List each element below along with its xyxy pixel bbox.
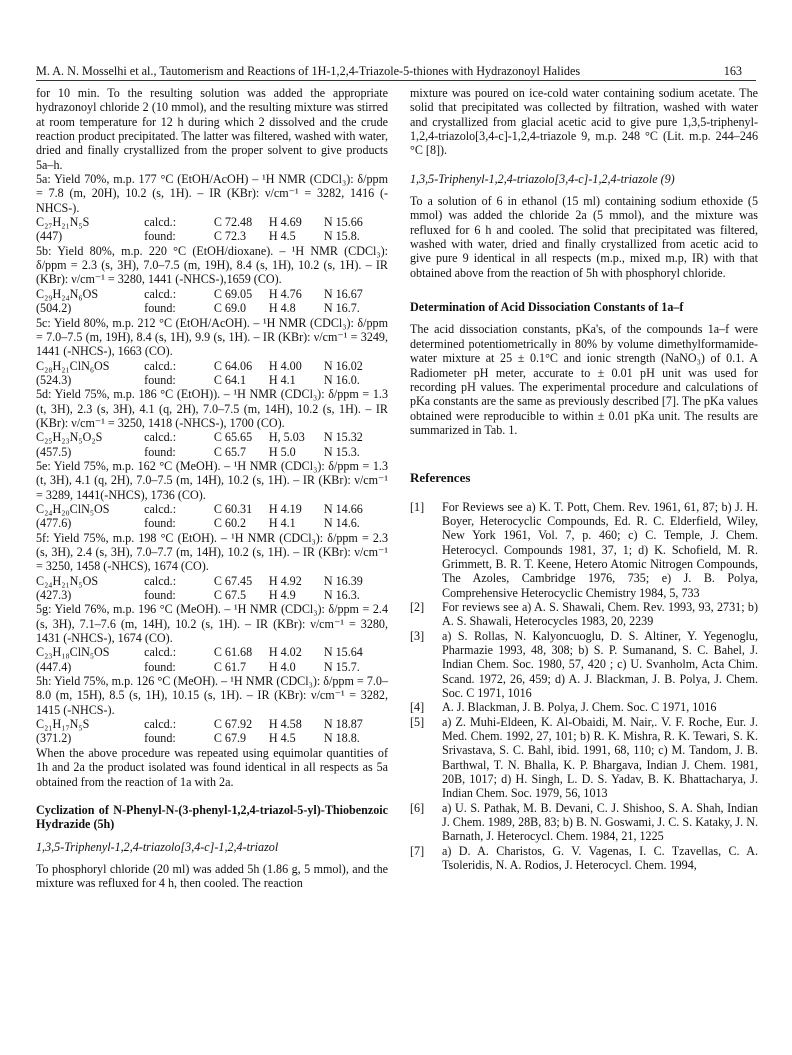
analysis-cell: (457.5): [36, 444, 72, 459]
analysis-cell: N 16.7.: [323, 301, 360, 316]
reference-number: [6]: [410, 800, 425, 815]
reference-list: [410, 500, 758, 873]
compound-entry: [36, 531, 388, 603]
elemental-analysis-found: [36, 660, 388, 674]
equimolar-paragraph: When the above procedure was repeated using equimolar quantities of 1h and 2a the product isolated was found identical in all respects as 5a obtained from the reaction of 1a with 2a.: [36, 745, 388, 789]
analysis-cell: N 15.64: [323, 645, 363, 660]
analysis-cell: C 61.68: [213, 645, 253, 660]
elemental-analysis-calcd: [36, 645, 388, 659]
cyclization-subheading: 1,3,5-Triphenyl-1,2,4-triazolo[3,4-c]-1,2,4-triazol: [36, 839, 279, 854]
reference-item: [410, 500, 758, 600]
analysis-cell: calcd.:: [144, 215, 177, 230]
analysis-cell: C 64.1: [213, 372, 247, 387]
elemental-analysis-calcd: [36, 287, 388, 301]
analysis-cell: (447): [36, 229, 63, 244]
analysis-cell: calcd.:: [144, 286, 177, 301]
reference-item: [410, 801, 758, 844]
compound-entry: [36, 316, 388, 388]
reference-item: [410, 844, 758, 873]
compound-characterization: 5d: Yield 75%, m.p. 186 °C (EtOH)). – ¹H NMR (CDCl₃): δ/ppm = 1.3 (t, 3H), 2.3 (s, 3H), 4.1 (q, 2H), 7.0–7.5 (m, 14H), 10.2 (s, 1H). – IR (KBr): ν/cm⁻¹ = 3250, 1418 (-NHCS-), 1700 (CO).: [36, 387, 388, 430]
elemental-analysis-calcd: [36, 215, 388, 229]
elemental-analysis-calcd: [36, 502, 388, 516]
analysis-cell: C₂₁H₁₇N₅S: [36, 717, 90, 732]
reference-text: For Reviews see a) K. T. Pott, Chem. Rev. 1961, 61, 87; b) J. H. Boyer, Heterocyclic Compounds, Ed. R. C. Elderfield, Wiley, New York 1961, Vol. 7, p. 460; c) C. Temple, J. Chem. Heterocycl. Compounds 1981, 37, 1; d) K. Schofield, M. R. Grimmett, B. R. T. Keene, Hetero Atomic Nitrogen Compounds, The Azoles, Cambridge 1976, 735; e) J. B. Polya, Comprehensive Heterocyclic Chemistry 1984, 5, 733: [442, 499, 758, 600]
analysis-cell: (477.6): [36, 516, 72, 531]
analysis-cell: H 4.5: [268, 229, 296, 244]
reference-item: [410, 600, 758, 629]
analysis-cell: calcd.:: [144, 501, 177, 516]
analysis-cell: H 4.1: [268, 372, 296, 387]
references-heading: References: [410, 470, 471, 486]
analysis-cell: H 4.9: [268, 588, 296, 603]
compound-characterization: 5a: Yield 70%, m.p. 177 °C (EtOH/AcOH) – ¹H NMR (CDCl₃): δ/ppm = 7.8 (m, 20H), 10.2 (s, 1H). – IR (KBr): ν/cm⁻¹ = 3282, 1416 (-NHCS-).: [36, 172, 388, 215]
compound-entry: [36, 172, 388, 244]
header-rule: [36, 80, 756, 81]
elemental-analysis-found: [36, 516, 388, 530]
analysis-cell: C 69.0: [213, 301, 247, 316]
analysis-cell: calcd.:: [144, 430, 177, 445]
running-header: [36, 62, 756, 80]
compound-9-subheading: 1,3,5-Triphenyl-1,2,4-triazolo[3,4-c]-1,2,4-triazole (9): [410, 171, 675, 186]
analysis-cell: C 69.05: [213, 286, 253, 301]
analysis-cell: H, 5.03: [268, 430, 305, 445]
reference-item: [410, 629, 758, 701]
compound-characterization: 5e: Yield 75%, m.p. 162 °C (MeOH). – ¹H NMR (CDCl₃): δ/ppm = 1.3 (t, 3H), 4.1 (q, 2H), 7.0–7.5 (m, 14H), 10.2 (s, 1H). – IR (KBr): ν/cm⁻¹ = 3289, 1441(-NHCS), 1736 (CO).: [36, 458, 388, 502]
reference-text: A. J. Blackman, J. B. Polya, J. Chem. Soc. C 1971, 1016: [442, 700, 717, 715]
analysis-cell: calcd.:: [144, 573, 177, 588]
compound-characterization: 5g: Yield 76%, m.p. 196 °C (MeOH). – ¹H NMR (CDCl₃): δ/ppm = 2.4 (s, 3H), 7.1–7.6 (m, 14H), 10.2 (s, 1H). – IR (KBr): ν/cm⁻¹ = 3280, 1431 (-NHCS-), 1674 (CO).: [36, 602, 388, 646]
analysis-cell: N 18.87: [323, 717, 363, 732]
left-column: [36, 86, 388, 891]
elemental-analysis-found: [36, 229, 388, 243]
reference-text: a) U. S. Pathak, M. B. Devani, C. J. Shishoo, S. A. Shah, Indian J. Chem. 1989, 28B, 83; b) B. N. Goswami, J. C. S. Kataky, J. N. Barnath, J. Heterocycl. Chem. 1984, 21, 1225: [442, 800, 758, 844]
analysis-cell: N 14.6.: [323, 516, 360, 531]
elemental-analysis-found: [36, 301, 388, 315]
running-title: M. A. N. Mosselhi et al., Tautomerism and Reactions of 1H-1,2,4-Triazole-5-thiones with Hydrazonoyl Halides: [36, 64, 581, 78]
continued-paragraph: mixture was poured on ice-cold water containing sodium acetate. The solid that precipitated was collected by filtration, washed with water and crystallized from glacial acetic acid to give pure 1,3,5-triphenyl-1,2,4-triazolo[3,4-c]-1,2,4-triazole 9, m.p. 248 °C (Lit. m.p. 244–246 °C [8]).: [410, 86, 758, 158]
analysis-cell: H 4.02: [268, 645, 302, 660]
page-number: 163: [723, 64, 742, 78]
reference-number: [5]: [410, 714, 425, 729]
reference-text: a) S. Rollas, N. Kalyoncuoglu, D. S. Altiner, Y. Yegenoglu, Pharmazie 1993, 48, 308; b) S. P. Sumanand, S. C. Bahel, J. Indian Chem. Soc. 1980, 57, 420 ; c) U. Svanholm, Acta Chim. Scand. 1972, 26, 459; d) A. J. Blackman, J. B. Polya, J. Chem. Soc. C 1971, 1016: [442, 628, 758, 701]
analysis-cell: found:: [144, 588, 176, 603]
analysis-cell: N 16.3.: [323, 588, 360, 603]
analysis-cell: H 4.92: [268, 573, 302, 588]
analysis-cell: C₂₇H₂₁N₅S: [36, 215, 90, 230]
analysis-cell: N 15.7.: [323, 659, 360, 674]
intro-paragraph: for 10 min. To the resulting solution was added the appropriate hydrazonoyl chloride 2 (10 mmol), and the resulting mixture was stirred at room temperature for 12 h during which 2 dissolved and the crude reaction product precipitated. The latter was filtered, washed with water, dried and finally crystallized from the proper solvent to give products 5a–h.: [36, 86, 388, 172]
analysis-cell: H 4.5: [268, 731, 296, 746]
analysis-cell: H 4.1: [268, 516, 296, 531]
compound-9-paragraph: To a solution of 6 in ethanol (15 ml) containing sodium ethoxide (5 mmol) was added the chloride 2a (5 mmol), and the mixture was refluxed for 6 h and cooled. The solid that precipitated was filtered, washed with water, dried and finally crystallized from acetic acid to give pure 9 identical in all respects (m.p., mixed m.p, IR) with that obtained above from the reaction of 5h with phosphoryl chloride.: [410, 194, 758, 280]
analysis-cell: C 72.48: [213, 215, 253, 230]
compound-entry: [36, 459, 388, 531]
analysis-cell: C 67.45: [213, 573, 253, 588]
reference-text: For reviews see a) A. S. Shawali, Chem. Rev. 1993, 93, 2731; b) A. S. Shawali, Heterocycles 1983, 20, 2239: [442, 599, 758, 629]
analysis-cell: N 16.39: [323, 573, 363, 588]
compound-entry: [36, 602, 388, 674]
analysis-cell: C 67.9: [213, 731, 247, 746]
analysis-cell: calcd.:: [144, 645, 177, 660]
analysis-cell: C₂₄H₂₁N₅OS: [36, 573, 99, 588]
compound-entry: [36, 674, 388, 746]
analysis-cell: H 4.00: [268, 358, 302, 373]
analysis-cell: N 14.66: [323, 501, 363, 516]
analysis-cell: N 15.8.: [323, 229, 360, 244]
compound-list: [36, 172, 388, 746]
analysis-cell: found:: [144, 659, 176, 674]
compound-characterization: 5b: Yield 80%, m.p. 220 °C (EtOH/dioxane). – ¹H NMR (CDCl₃): δ/ppm = 2.3 (s, 3H), 7.0–7.5 (m, 19H), 8.4 (s, 1H), 10.2 (s, 1H). – IR (KBr): ν/cm⁻¹ = 3280, 1441 (-NHCS-),1659 (CO).: [36, 243, 388, 287]
analysis-cell: C 64.06: [213, 358, 253, 373]
analysis-cell: found:: [144, 444, 176, 459]
analysis-cell: N 16.67: [323, 286, 363, 301]
analysis-cell: found:: [144, 731, 176, 746]
analysis-cell: C₂₅H₂₃N₅O₂S: [36, 430, 103, 445]
compound-characterization: 5c: Yield 80%, m.p. 212 °C (EtOH/AcOH). – ¹H NMR (CDCl₃): δ/ppm = 7.0–7.5 (m, 19H), 8.4 (s, 1H), 9.9 (s, 1H). – IR (KBr): ν/cm⁻¹ = 3249, 1441 (-NHCS-), 1663 (CO).: [36, 315, 388, 359]
analysis-cell: (447.4): [36, 659, 72, 674]
cyclization-heading: Cyclization of N-Phenyl-N-(3-phenyl-1,2,4-triazol-5-yl)-Thiobenzoic Hydrazide (5h): [36, 802, 388, 832]
analysis-cell: N 18.8.: [323, 731, 360, 746]
analysis-cell: C 67.5: [213, 588, 247, 603]
reference-item: [410, 715, 758, 801]
elemental-analysis-calcd: [36, 359, 388, 373]
analysis-cell: (504.2): [36, 301, 72, 316]
reference-text: a) D. A. Charistos, G. V. Vagenas, I. C. Tzavellas, C. A. Tsoleridis, N. A. Rodios, J. Heterocycl. Chem. 1994,: [442, 843, 758, 873]
analysis-cell: N 15.66: [323, 215, 363, 230]
elemental-analysis-calcd: [36, 574, 388, 588]
analysis-cell: N 15.3.: [323, 444, 360, 459]
analysis-cell: (371.2): [36, 731, 72, 746]
analysis-cell: found:: [144, 301, 176, 316]
analysis-cell: H 4.0: [268, 659, 296, 674]
reference-number: [7]: [410, 843, 425, 858]
elemental-analysis-calcd: [36, 430, 388, 444]
analysis-cell: C₂₉H₂₄N₆OS: [36, 286, 99, 301]
elemental-analysis-found: [36, 588, 388, 602]
analysis-cell: N 16.0.: [323, 372, 360, 387]
acid-dissociation-paragraph: The acid dissociation constants, pKa's, of the compounds 1a–f were determined potentiometrically in 80% by volume dimethylformamide-water mixture at 25 ± 0.1°C and ionic strength (NaNO₃) of 0.1. A Radiometer pH meter, accurate to ± 0.01 pH unit was used for recording pH values. The experimental procedure and calculations of pKa constants are the same as previously described [7]. The pKa values obtained were reproducible to within ± 0.01 pKa unit. The results are summarized in Tab. 1.: [410, 322, 758, 437]
analysis-cell: (427.3): [36, 588, 72, 603]
analysis-cell: C₂₄H₂₀ClN₅OS: [36, 501, 110, 516]
reference-item: [410, 700, 758, 714]
compound-characterization: 5f: Yield 75%, m.p. 198 °C (EtOH). – ¹H NMR (CDCl₃): δ/ppm = 2.3 (s, 3H), 2.4 (s, 3H), 7.0–7.7 (m, 14H), 10.2 (s, 1H). – IR (KBr): ν/cm⁻¹ = 3250, 1458 (-NHCS), 1674 (CO).: [36, 530, 388, 574]
reference-number: [3]: [410, 628, 425, 643]
cyclization-paragraph: To phosphoryl chloride (20 ml) was added 5h (1.86 g, 5 mmol), and the mixture was refluxed for 4 h, then cooled. The reaction: [36, 861, 388, 891]
elemental-analysis-found: [36, 445, 388, 459]
analysis-cell: H 4.8: [268, 301, 296, 316]
analysis-cell: found:: [144, 229, 176, 244]
reference-text: a) Z. Muhi-Eldeen, K. Al-Obaidi, M. Nair,. V. F. Roche, Eur. J. Med. Chem. 1992, 27, 101; b) R. K. Mishra, R. K. Tewari, S. K. Srivastava, S. C. Bahl, ibid. 1991, 68, 110; c) M. Tandom, J. B. Barthwal, T. N. Bhalla, K. P. Bhargava, Indian J. Chem. 1981, 20B, 1017; d) H. Singh, L. D. S. Yadav, B. K. Bhattacharya, J. Indian Chem. Soc. 1979, 56, 1013: [442, 714, 758, 801]
analysis-cell: N 15.32: [323, 430, 363, 445]
analysis-cell: H 5.0: [268, 444, 296, 459]
compound-entry: [36, 387, 388, 459]
analysis-cell: N 16.02: [323, 358, 363, 373]
acid-dissociation-heading: Determination of Acid Dissociation Constants of 1a–f: [410, 300, 684, 315]
elemental-analysis-found: [36, 731, 388, 745]
reference-number: [2]: [410, 599, 425, 614]
analysis-cell: H 4.69: [268, 215, 302, 230]
analysis-cell: H 4.76: [268, 286, 302, 301]
analysis-cell: C₂₃H₁₈ClN₅OS: [36, 645, 110, 660]
right-column: [410, 86, 758, 873]
analysis-cell: H 4.58: [268, 717, 302, 732]
analysis-cell: C₂₈H₂₁ClN₆OS: [36, 358, 110, 373]
analysis-cell: C 61.7: [213, 659, 247, 674]
elemental-analysis-found: [36, 373, 388, 387]
analysis-cell: C 65.65: [213, 430, 253, 445]
analysis-cell: H 4.19: [268, 501, 302, 516]
analysis-cell: calcd.:: [144, 717, 177, 732]
compound-entry: [36, 244, 388, 316]
compound-characterization: 5h: Yield 75%, m.p. 126 °C (MeOH). – ¹H NMR (CDCl₃): δ/ppm = 7.0–8.0 (m, 15H), 8.5 (s, 1H), 10.15 (s, 1H). – IR (KBr): ν/cm⁻¹ = 3282, 1415 (-NHCS-).: [36, 674, 388, 717]
analysis-cell: found:: [144, 516, 176, 531]
analysis-cell: (524.3): [36, 372, 72, 387]
analysis-cell: calcd.:: [144, 358, 177, 373]
reference-number: [1]: [410, 499, 425, 514]
analysis-cell: C 72.3: [213, 229, 247, 244]
analysis-cell: found:: [144, 372, 176, 387]
analysis-cell: C 60.2: [213, 516, 247, 531]
elemental-analysis-calcd: [36, 717, 388, 731]
reference-number: [4]: [410, 700, 425, 715]
analysis-cell: C 67.92: [213, 717, 253, 732]
analysis-cell: C 65.7: [213, 444, 247, 459]
analysis-cell: C 60.31: [213, 501, 253, 516]
